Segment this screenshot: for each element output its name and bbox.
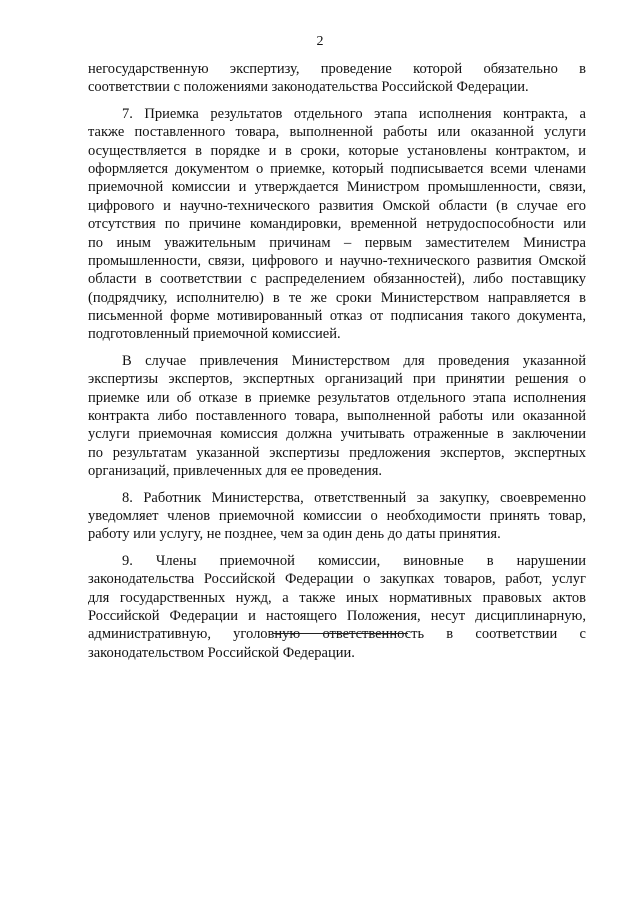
text-line: промышленности, связи, цифрового и научно-технического развития Омской — [88, 252, 586, 269]
end-separator-line — [272, 633, 408, 634]
paragraph-continuation — [88, 60, 586, 97]
text-line: 8. Работник Министерства, ответственный за закупку, своевременно — [122, 489, 586, 506]
text-line: оформляется документом о приемке, который подписывается всеми членами — [88, 160, 586, 177]
text-line: для государственных нужд, а также иных нормативных правовых актов — [88, 589, 586, 606]
text-line: организаций, привлеченных для ее проведения. — [88, 463, 382, 480]
text-line: контракта либо поставленного товара, выполненной работы или оказанной — [88, 408, 586, 425]
text-line: осуществляется в порядке и в сроки, которые установлены контрактом, и — [88, 142, 586, 159]
text-line: Российской Федерации и настоящего Положения, несут дисциплинарную, — [88, 607, 586, 624]
document-body — [88, 60, 586, 662]
paragraph-item-7 — [88, 105, 586, 344]
text-line: отсутствия по причине командировки, временной нетрудоспособности или — [88, 216, 586, 233]
text-line: услуги приемочная комиссия должна учитывать отраженные в заключении — [88, 426, 586, 443]
text-line: работу или услугу, не позднее, чем за один день до даты принятия. — [88, 526, 501, 543]
page-number: 2 — [316, 34, 324, 49]
text-line: экспертизы экспертов, экспертных организаций при принятии решения о — [88, 371, 586, 388]
text-line: законодательством Российской Федерации. — [88, 644, 355, 661]
text-line: негосударственную экспертизу, проведение которой обязательно в — [88, 61, 586, 77]
text-line: (подрядчику, исполнителю) в те же сроки Министерством направляется в — [88, 289, 586, 306]
text-line: области в соответствии с распределением обязанностей), либо поставщику — [88, 271, 586, 288]
text-line: 9. Члены приемочной комиссии, виновные в нарушении — [122, 552, 586, 569]
text-line: по иным уважительным причинам – первым заместителем Министра — [88, 234, 586, 251]
text-line: соответствии с положениями законодательства Российской Федерации. — [88, 79, 529, 96]
text-line: административную, уголовную ответственность в соответствии с — [88, 626, 586, 643]
text-line: приемке или об отказе в приемке результатов отдельного этапа исполнения — [88, 389, 586, 406]
text-line: приемочной комиссии и утверждается Министром промышленности, связи, — [88, 179, 586, 196]
paragraph-expert-involvement — [88, 352, 586, 481]
text-line: уведомляет членов приемочной комиссии о необходимости принять товар, — [88, 507, 586, 524]
text-line: цифрового и научно-технического развития Омской области (в случае его — [88, 197, 586, 214]
text-line: В случае привлечения Министерством для проведения указанной — [122, 352, 586, 369]
paragraph-item-9 — [88, 552, 586, 662]
text-line: 7. Приемка результатов отдельного этапа исполнения контракта, а — [122, 105, 586, 122]
text-line: по результатам указанной экспертизы предложения экспертов, экспертных — [88, 444, 586, 461]
text-line: также поставленного товара, выполненной работы или оказанной услуги — [88, 124, 586, 141]
text-line: законодательства Российской Федерации о закупках товаров, работ, услуг — [88, 571, 586, 588]
paragraph-item-8 — [88, 489, 586, 544]
text-line: подготовленный приемочной комиссией. — [88, 326, 341, 343]
text-line: письменной форме мотивированный отказ от подписания такого документа, — [88, 308, 586, 325]
